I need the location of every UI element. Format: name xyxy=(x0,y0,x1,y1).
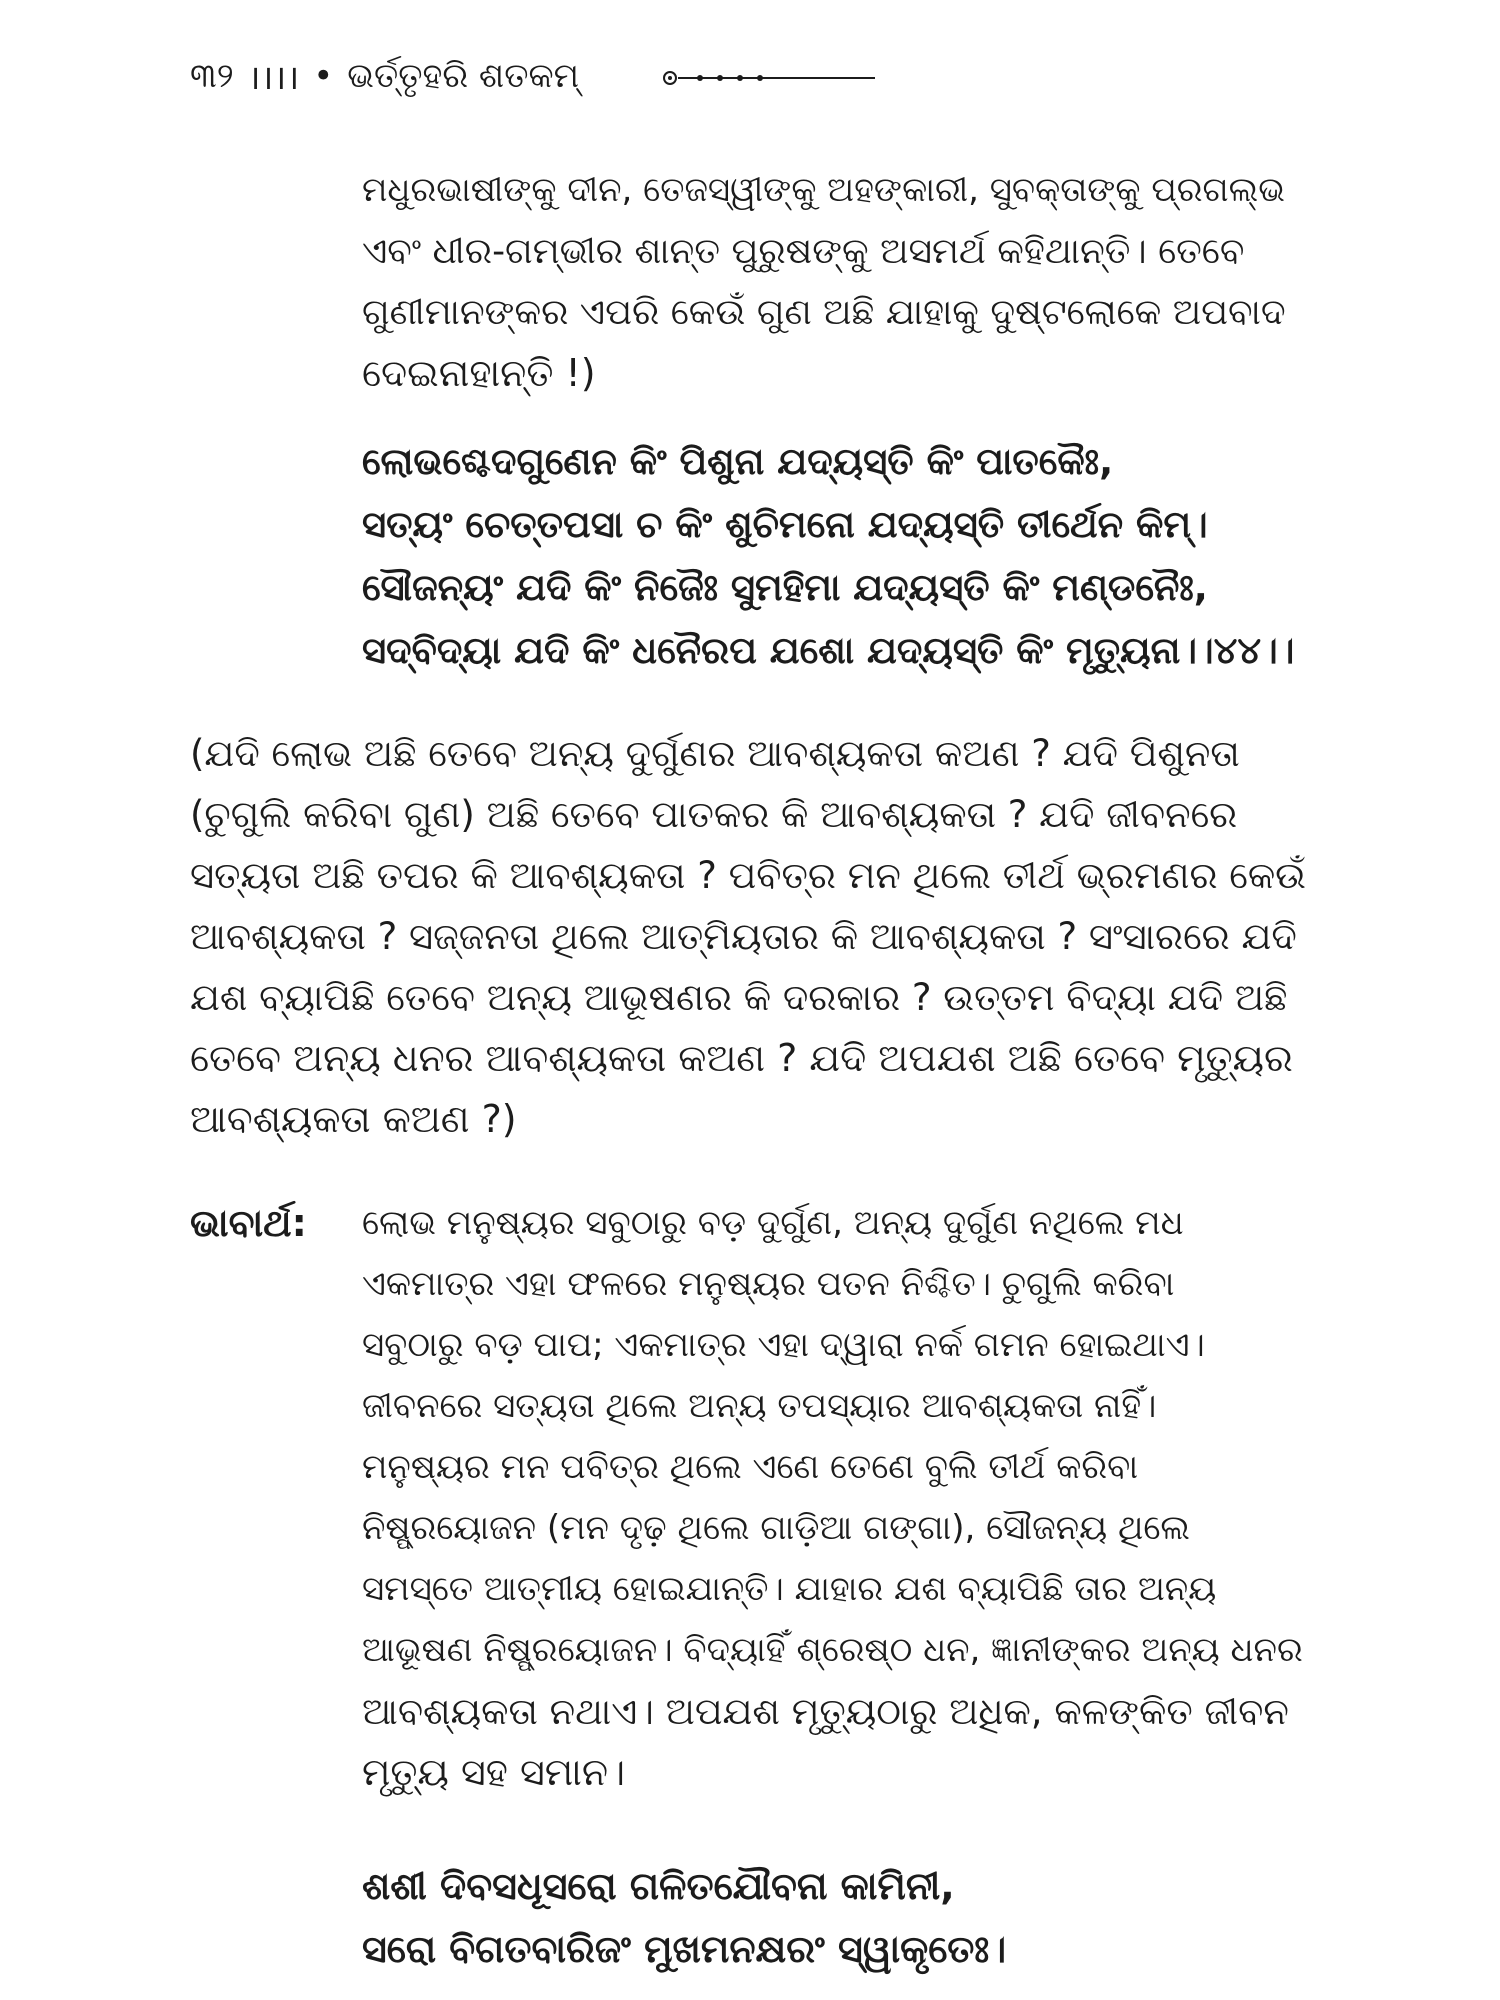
translation-line: ଯଶ ବ୍ୟାପିଛି ତେବେ ଅନ୍ୟ ଆଭୂଷଣର କି ଦରକାର ? ଉତ୍ତମ ବିଦ୍ୟା ଯଦି ଅଛି xyxy=(190,976,1288,1019)
bhavartha-line: ମୃତ୍ୟୁ ସହ ସମାନ। xyxy=(362,1750,626,1794)
bhavartha-line: ସବୁଠାରୁ ବଡ଼ ପାପ; ଏକମାତ୍ର ଏହା ଦ୍ୱାରା ନର୍କ ଗମନ ହୋଇଥାଏ। xyxy=(362,1325,1205,1365)
translation-line: (ଯଦି ଲୋଭ ଅଛି ତେବେ ଅନ୍ୟ ଦୁର୍ଗୁଣର ଆବଶ୍ୟକତା କଅଣ ? ଯଦି ପିଶୁନତା xyxy=(190,732,1240,775)
verse-line: ସରୋ ବିଗତବାରିଜଂ ମୁଖମନକ୍ଷରଂ ସ୍ୱାକୃତେଃ। xyxy=(362,1927,1007,1971)
header-marks: ।।।। xyxy=(247,58,300,98)
intro-line: ଗୁଣୀମାନଙ୍କର ଏପରି କେଉଁ ଗୁଣ ଅଛି ଯାହାକୁ ଦୁଷ୍ଟଲୋକେ ଅପବାଦ xyxy=(362,292,1286,333)
verse-line: ଲୋଭଶ୍ଚେଦଗୁଣେନ କିଂ ପିଶୁନା ଯଦ୍ୟସ୍ତି କିଂ ପାତକୈଃ, xyxy=(362,440,1114,483)
page-header xyxy=(190,48,579,104)
translation-line: (ଚୁଗୁଲି କରିବା ଗୁଣ) ଅଛି ତେବେ ପାତକର କି ଆବଶ୍ୟକତା ? ଯଦି ଜୀବନରେ xyxy=(190,793,1238,836)
header-ornament xyxy=(660,68,880,88)
intro-paragraph xyxy=(362,160,1286,404)
page-number: ୩୨ xyxy=(190,56,234,96)
verse-45 xyxy=(362,1855,1006,1981)
intro-line: ଦେଇନାହାନ୍ତି !) xyxy=(362,351,596,395)
book-title: ଭର୍ତ୍ତୃହରି ଶତକମ୍ xyxy=(347,56,580,96)
bhavartha-line: ଏକମାତ୍ର ଏହା ଫଳରେ ମନୁଷ୍ୟର ପତନ ନିଶ୍ଚିତ। ଚୁଗୁଲି କରିବା xyxy=(362,1264,1175,1304)
bhavartha-line: ନିଷ୍ପ୍ରୟୋଜନ (ମନ ଦୃଢ଼ ଥିଲେ ଗାଡ଼ିଆ ଗଙ୍ଗା), ସୌଜନ୍ୟ ଥିଲେ xyxy=(362,1508,1191,1548)
verse-44 xyxy=(362,430,1294,682)
translation-line: ସତ୍ୟତା ଅଛି ତପର କି ଆବଶ୍ୟକତା ? ପବିତ୍ର ମନ ଥିଲେ ତୀର୍ଥ ଭ୍ରମଣର କେଉଁ xyxy=(190,854,1307,897)
bhavartha-line: ମନୁଷ୍ୟର ମନ ପବିତ୍ର ଥିଲେ ଏଣେ ତେଣେ ବୁଲି ତୀର୍ଥ କରିବା xyxy=(362,1447,1139,1487)
translation-line: ତେବେ ଅନ୍ୟ ଧନର ଆବଶ୍ୟକତା କଅଣ ? ଯଦି ଅପଯଶ ଅଛି ତେବେ ମୃତ୍ୟୁର xyxy=(190,1036,1293,1080)
translation-line: ଆବଶ୍ୟକତା କଅଣ ?) xyxy=(190,1097,517,1141)
verse-line: ସୌଜନ୍ୟଂ ଯଦି କିଂ ନିଜୈଃ ସୁମହିମା ଯଦ୍ୟସ୍ତି କିଂ ମଣ୍ଡନୈଃ, xyxy=(362,566,1208,609)
translation-paragraph xyxy=(190,723,1306,1150)
verse-line: ସଦ୍ବିଦ୍ୟା ଯଦି କିଂ ଧନୈରପ ଯଶୋ ଯଦ୍ୟସ୍ତି କିଂ ମୃତ୍ୟୁନା।।୪୪।। xyxy=(362,629,1295,672)
verse-line: ସତ୍ୟଂ ଚେତ୍ତପସା ଚ କିଂ ଶୁଚିମନୋ ଯଦ୍ୟସ୍ତି ତୀର୍ଥେନ କିମ୍। xyxy=(362,503,1208,546)
intro-line: ମଧୁରଭାଷୀଙ୍କୁ ଦୀନ, ତେଜସ୍ୱୀଙ୍କୁ ଅହଙ୍କାରୀ, ସୁବକ୍ତାଙ୍କୁ ପ୍ରଗଲ୍‌ଭ xyxy=(362,170,1285,210)
intro-line: ଏବଂ ଧୀର-ଗମ୍ଭୀର ଶାନ୍ତ ପୁରୁଷଙ୍କୁ ଅସମର୍ଥ କହିଥାନ୍ତି। ତେବେ xyxy=(362,231,1245,272)
bhavartha-paragraph xyxy=(362,1193,1303,1803)
bhavartha-line: ଲୋଭ ମନୁଷ୍ୟର ସବୁଠାରୁ ବଡ଼ ଦୁର୍ଗୁଣ, ଅନ୍ୟ ଦୁର୍ଗୁଣ ନଥିଲେ ମଧ xyxy=(362,1203,1184,1243)
bhavartha-line: ଜୀବନରେ ସତ୍ୟତା ଥିଲେ ଅନ୍ୟ ତପସ୍ୟାର ଆବଶ୍ୟକତା ନାହିଁ। xyxy=(362,1386,1157,1426)
bhavartha-line: ଆଭୂଷଣ ନିଷ୍ପ୍ରୟୋଜନ। ବିଦ୍ୟାହିଁ ଶ୍ରେଷ୍ଠ ଧନ, ଜ୍ଞାନୀଙ୍କର ଅନ୍ୟ ଧନର xyxy=(362,1630,1303,1670)
bhavartha-label: ଭାବାର୍ଥ: xyxy=(190,1201,307,1245)
bhavartha-line: ଆବଶ୍ୟକତା ନଥାଏ। ଅପଯଶ ମୃତ୍ୟୁଠାରୁ ଅଧିକ, କଳଙ୍କିତ ଜୀବନ xyxy=(362,1690,1289,1733)
header-bullet: • xyxy=(313,56,334,96)
bhavartha-line: ସମସ୍ତେ ଆତ୍ମୀୟ ହୋଇଯାନ୍ତି। ଯାହାର ଯଶ ବ୍ୟାପିଛି ତାର ଅନ୍ୟ xyxy=(362,1569,1217,1609)
verse-line: ଶଶୀ ଦିବସଧୂସରୋ ଗଳିତଯୌବନା କାମିନୀ, xyxy=(362,1864,955,1908)
translation-line: ଆବଶ୍ୟକତା ? ସଜ୍ଜନତା ଥିଲେ ଆତ୍ମିୟତାର କି ଆବଶ୍ୟକତା ? ସଂସାରରେ ଯଦି xyxy=(190,915,1297,958)
